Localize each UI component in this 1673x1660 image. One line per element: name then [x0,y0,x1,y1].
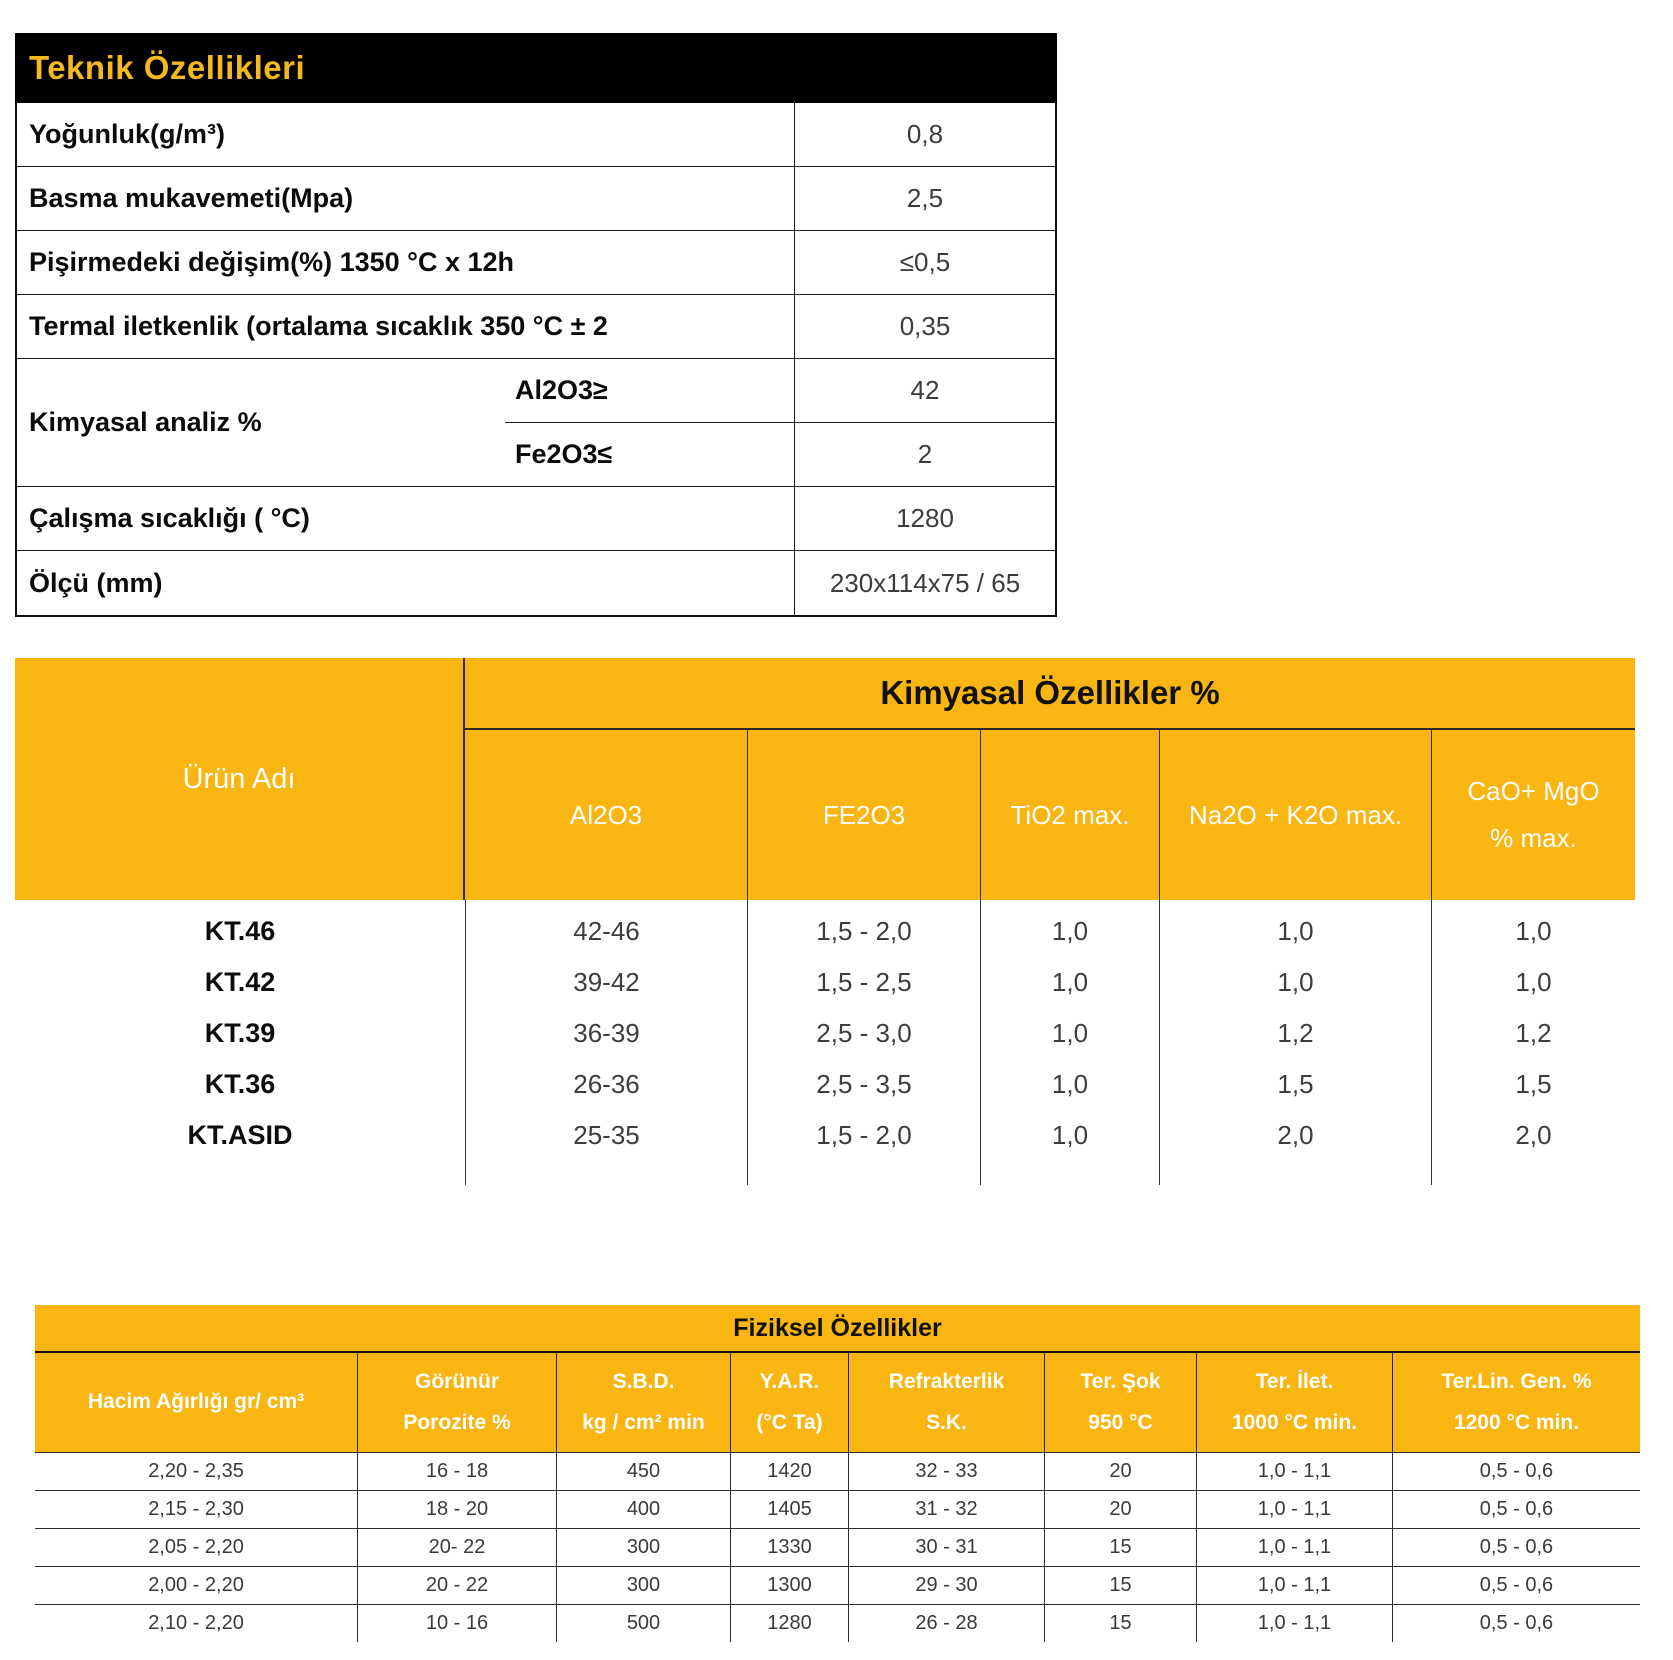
spec-row-working-temperature [17,487,1055,551]
cell-value: 29 - 30 [848,1567,1044,1604]
cell-value: 0,5 - 0,6 [1392,1491,1640,1528]
cell-value: 39-42 [573,967,640,997]
column-header-line2: % max. [1490,823,1577,853]
cell-value: 1,0 [1515,916,1552,946]
column-header-tio2: TiO2 max. [980,730,1159,900]
product-name-column-header: Ürün Adı [15,658,465,900]
cell-value: 1,0 [1051,1120,1089,1150]
cell-value: 1420 [730,1453,848,1490]
cell-value: 1330 [730,1529,848,1566]
column-header-na2o-k2o: Na2O + K2O max. [1159,730,1431,900]
cell-value: 20- 22 [357,1529,556,1566]
column-header-line2: 950 °C [1088,1410,1153,1434]
column-header-line1: Ter. İlet. [1255,1370,1334,1394]
column-header-line1: Görünür [415,1370,499,1394]
column-header-bulk-density [35,1353,357,1452]
cell-value: 1,0 [1515,967,1552,997]
spec-label: Çalışma sıcaklığı ( °C) [17,487,795,550]
subrow-label: Al2O3≥ [505,359,795,422]
spec-row-compressive-strength [17,167,1055,231]
cell-value: 300 [556,1567,730,1604]
cell-value: 15 [1044,1529,1196,1566]
cell-value: 1280 [730,1605,848,1642]
spec-label: Pişirmedeki değişim(%) 1350 °C x 12h [17,231,795,294]
spec-row-dimensions [17,551,1055,615]
cell-value: 20 [1044,1491,1196,1528]
spec-value: 0,8 [906,119,944,149]
column-header-thermal-shock [1044,1353,1196,1452]
cell-value: 450 [556,1453,730,1490]
spec-row-chemical-analysis [17,359,1055,487]
physical-table-body [35,1452,1640,1642]
technical-specs-body [15,103,1057,617]
technical-specs-title: Teknik Özellikleri [29,49,306,86]
column-header-cao-mgo [1431,730,1635,900]
table-row [35,1566,1640,1604]
fe2o3-column [747,900,980,1185]
spec-value: ≤0,5 [899,247,951,277]
column-header-linear-expansion [1392,1353,1640,1452]
spec-label: Basma mukavemeti(Mpa) [17,167,795,230]
cell-value: 26 - 28 [848,1605,1044,1642]
column-header-apparent-porosity [357,1353,556,1452]
cell-value: 0,5 - 0,6 [1392,1529,1640,1566]
cell-value: 1,2 [1515,1018,1552,1048]
column-header-line1: CaO+ MgO [1467,776,1600,807]
spec-label: Yoğunluk(g/m³) [17,103,795,166]
cell-value: 20 [1044,1453,1196,1490]
chemical-table-subheaders [465,730,1635,900]
spec-value: 0,35 [899,311,951,341]
cell-value: 500 [556,1605,730,1642]
cell-value: 300 [556,1529,730,1566]
cell-value: 2,00 - 2,20 [148,1574,244,1596]
chemical-properties-table [15,658,1635,1185]
column-header-yar [730,1353,848,1452]
cell-value: 1,5 - 2,0 [816,1120,912,1150]
technical-specs-table [15,33,1057,617]
chemical-table-title: Kimyasal Özellikler % [465,658,1635,730]
cell-value: 0,5 - 0,6 [1392,1567,1640,1604]
subrow-label: Fe2O3≤ [505,423,795,486]
chemical-analysis-label: Kimyasal analiz % [29,407,262,437]
subrow-value: 2 [917,439,933,469]
physical-table-header [35,1353,1640,1452]
table-row [35,1604,1640,1642]
technical-specs-title-bar [15,33,1057,103]
spec-row-firing-change [17,231,1055,295]
cell-value: 16 - 18 [357,1453,556,1490]
chemical-table-header-right [465,658,1635,900]
column-header-al2o3: Al2O3 [569,799,643,830]
cell-value: 18 - 20 [357,1491,556,1528]
cell-value: 1,5 - 2,5 [816,967,912,997]
column-header-thermal-conductivity [1196,1353,1392,1452]
spec-label: Termal iletkenlik (ortalama sıcaklık 350 °C ± 2 [17,295,795,358]
cell-value: 15 [1044,1605,1196,1642]
cell-value: 42-46 [573,916,640,946]
product-name: KT.36 [204,1069,276,1099]
cell-value: 1,0 - 1,1 [1196,1529,1392,1566]
product-name-column [15,900,465,1185]
product-name: KT.42 [204,967,276,997]
column-header-line2: kg / cm² min [582,1410,705,1434]
cell-value: 1405 [730,1491,848,1528]
cell-value: 2,0 [1515,1120,1552,1150]
column-header-line2: 1000 °C min. [1231,1410,1358,1434]
column-header-refractoriness [848,1353,1044,1452]
cell-value: 2,20 - 2,35 [148,1460,244,1482]
chemical-table-body [15,900,1635,1185]
cell-value: 25-35 [573,1120,640,1150]
table-row [35,1452,1640,1490]
cell-value: 26-36 [573,1069,640,1099]
chemical-analysis-subrows [505,359,1055,486]
cell-value: 32 - 33 [848,1453,1044,1490]
column-header-line1: Ter.Lin. Gen. % [1441,1370,1592,1394]
na2o-k2o-column [1159,900,1431,1185]
physical-properties-table [35,1305,1640,1642]
cell-value: 1,0 [1051,1069,1089,1099]
cell-value: 2,0 [1277,1120,1314,1150]
physical-table-title: Fiziksel Özellikler [35,1305,1640,1353]
cell-value: 1,0 - 1,1 [1196,1453,1392,1490]
cell-value: 30 - 31 [848,1529,1044,1566]
column-header-line1: Y.A.R. [759,1370,820,1394]
table-row [35,1528,1640,1566]
column-header-line2: Porozite % [403,1410,511,1434]
cell-value: 1,0 - 1,1 [1196,1605,1392,1642]
product-name: KT.46 [204,916,276,946]
subrow-fe2o3 [505,423,1055,486]
cell-value: 1,5 [1277,1069,1314,1099]
cell-value: 1,0 [1051,967,1089,997]
cell-value: 10 - 16 [357,1605,556,1642]
cell-value: 1,5 [1515,1069,1552,1099]
column-header-line1: Refrakterlik [888,1370,1005,1394]
cell-value: 0,5 - 0,6 [1392,1453,1640,1490]
cell-value: 31 - 32 [848,1491,1044,1528]
cell-value: 1300 [730,1567,848,1604]
cell-value: 1,2 [1277,1018,1314,1048]
product-name: KT.39 [204,1018,276,1048]
spec-label: Ölçü (mm) [17,551,795,615]
column-header-sbd [556,1353,730,1452]
column-header-line2: 1200 °C min. [1453,1410,1580,1434]
cell-value: 2,10 - 2,20 [148,1612,244,1634]
spec-value: 2,5 [906,183,944,213]
cell-value: 2,5 - 3,0 [816,1018,912,1048]
product-name: KT.ASID [187,1120,293,1150]
cell-value: 1,0 [1051,1018,1089,1048]
cell-value: 1,0 - 1,1 [1196,1567,1392,1604]
cell-value: 0,5 - 0,6 [1392,1605,1640,1642]
cell-value: 1,5 - 2,0 [816,916,912,946]
spec-value: 230x114x75 / 65 [829,567,1021,598]
subrow-al2o3 [505,359,1055,423]
tio2-column [980,900,1159,1185]
cell-value: 1,0 [1277,967,1314,997]
spec-value: 1280 [896,503,954,533]
cell-value: 400 [556,1491,730,1528]
cell-value: 2,05 - 2,20 [148,1536,244,1558]
column-header-line2: S.K. [926,1410,967,1434]
chemical-table-header [15,658,1635,900]
cell-value: 2,5 - 3,5 [816,1069,912,1099]
column-header-line1: Ter. Şok [1080,1370,1161,1394]
cell-value: 20 - 22 [357,1567,556,1604]
cell-value: 1,0 - 1,1 [1196,1491,1392,1528]
spec-row-thermal-conductivity [17,295,1055,359]
column-header-line1: Hacim Ağırlığı gr/ cm³ [87,1390,305,1414]
cell-value: 1,0 [1051,916,1089,946]
cao-mgo-column [1431,900,1635,1185]
column-header-line1: S.B.D. [612,1370,675,1394]
cell-value: 1,0 [1277,916,1314,946]
column-header-fe2o3: FE2O3 [747,730,980,900]
al2o3-column [465,900,747,1185]
spec-row-density [17,103,1055,167]
table-row [35,1490,1640,1528]
cell-value: 15 [1044,1567,1196,1604]
subrow-value: 42 [910,375,940,405]
cell-value: 2,15 - 2,30 [148,1498,244,1520]
column-header-line2: (°C Ta) [756,1410,823,1434]
cell-value: 36-39 [573,1018,640,1048]
